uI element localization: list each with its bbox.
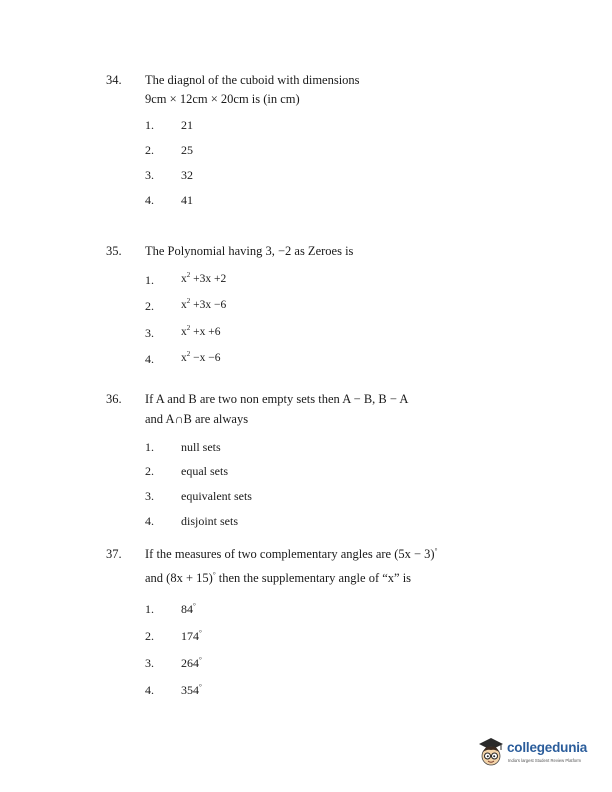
option-text: $x^2 +3x +2$ bbox=[181, 271, 227, 285]
option-text: 354° bbox=[181, 683, 202, 697]
option-number: 1. bbox=[145, 440, 154, 454]
option-number: 2. bbox=[145, 143, 154, 157]
option-text: equal sets bbox=[181, 464, 228, 478]
option-text: equivalent sets bbox=[181, 489, 252, 503]
option-text: $x^2 +x +6$ bbox=[181, 324, 221, 338]
question-37-number: 37. bbox=[106, 547, 122, 561]
question-37-text-line1: If the measures of two complementary angles are (5x − 3)° bbox=[145, 547, 438, 561]
option-text: 25 bbox=[181, 143, 193, 157]
option-text: 264° bbox=[181, 656, 202, 670]
option-number: 4. bbox=[145, 193, 154, 207]
option-text: $x^2 +3x -6$ bbox=[181, 297, 227, 311]
option-number: 2. bbox=[145, 629, 154, 643]
question-37-text-line2: and (8x + 15)° then the supplementary angle of “x” is bbox=[145, 571, 412, 585]
logo-tagline: India's largest Student Review Platform bbox=[508, 758, 581, 763]
option-number: 1. bbox=[145, 118, 154, 132]
option-text: 32 bbox=[181, 168, 193, 182]
option-number: 4. bbox=[145, 514, 154, 528]
option-text: disjoint sets bbox=[181, 514, 239, 528]
option-number: 4. bbox=[145, 683, 154, 697]
option-number: 4. bbox=[145, 352, 154, 366]
option-number: 2. bbox=[145, 299, 154, 313]
option-text: $x^2 -x -6$ bbox=[181, 350, 221, 364]
question-36-number: 36. bbox=[106, 392, 122, 406]
option-number: 3. bbox=[145, 656, 154, 670]
option-number: 1. bbox=[145, 602, 154, 616]
question-34-text-line1: The diagnol of the cuboid with dimensions bbox=[145, 73, 360, 87]
option-number: 2. bbox=[145, 464, 154, 478]
option-text: 84° bbox=[181, 602, 196, 616]
question-34-text-line2: 9cm × 12cm × 20cm is (in cm) bbox=[145, 92, 300, 106]
option-number: 3. bbox=[145, 168, 154, 182]
question-34-number: 34. bbox=[106, 73, 122, 87]
question-36-text-line1: If A and B are two non empty sets then A − B, B − A bbox=[145, 392, 409, 406]
question-35-number: 35. bbox=[106, 244, 122, 258]
option-number: 1. bbox=[145, 273, 154, 287]
logo-wordmark: collegedunia bbox=[507, 740, 588, 755]
option-text: null sets bbox=[181, 440, 221, 454]
option-text: 41 bbox=[181, 193, 193, 207]
option-text: 174° bbox=[181, 629, 202, 643]
question-35-text-line1: The Polynomial having 3, −2 as Zeroes is bbox=[145, 244, 354, 258]
option-number: 3. bbox=[145, 489, 154, 503]
question-36-text-line2: and A∩B are always bbox=[145, 412, 249, 426]
option-text: 21 bbox=[181, 118, 193, 132]
option-number: 3. bbox=[145, 326, 154, 340]
